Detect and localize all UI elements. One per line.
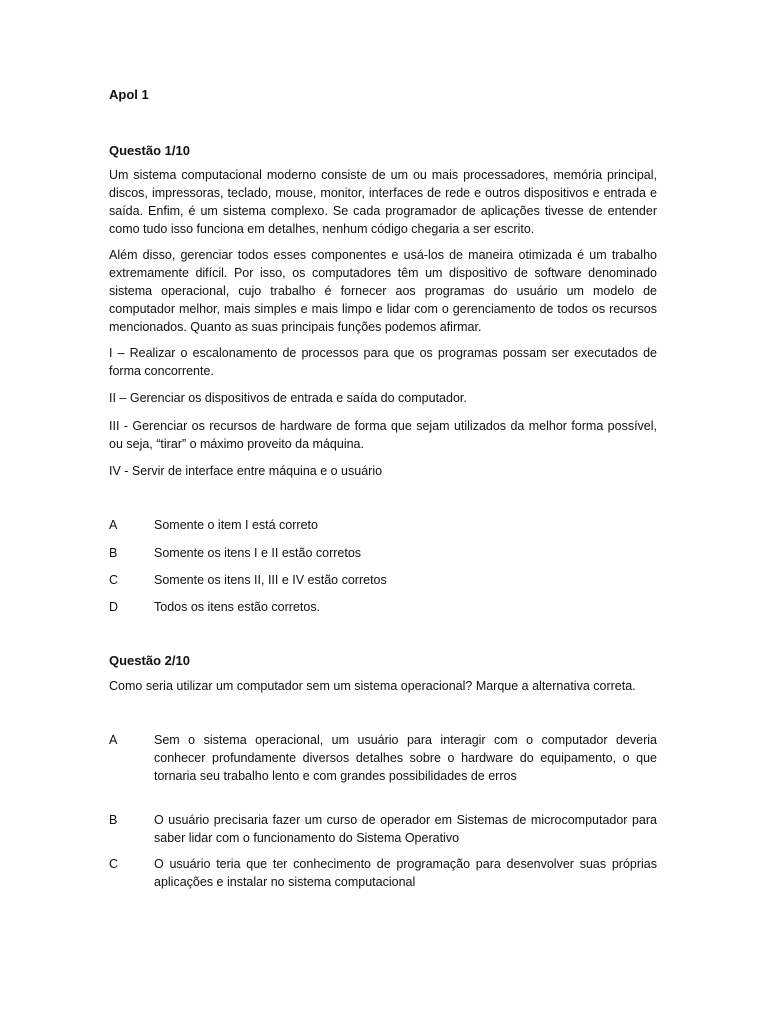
option-row[interactable] — [109, 571, 657, 589]
option-letter: C — [109, 573, 119, 587]
question-1-item-4: IV - Servir de interface entre máquina e o usuário — [109, 464, 383, 478]
option-row[interactable] — [109, 731, 657, 785]
document-title: Apol 1 — [109, 87, 149, 102]
option-row[interactable] — [109, 811, 657, 847]
option-row[interactable] — [109, 544, 657, 562]
document-content — [109, 84, 657, 891]
option-letter: A — [109, 518, 118, 532]
question-2-prompt: Como seria utilizar um computador sem um sistema operacional? Marque a alternativa correta. — [109, 679, 636, 693]
option-text: Todos os itens estão corretos. — [154, 600, 321, 614]
option-letter: D — [109, 600, 119, 614]
option-text: Somente os itens I e II estão corretos — [154, 546, 362, 560]
option-row[interactable] — [109, 598, 657, 616]
option-letter: B — [109, 546, 118, 560]
option-text: O usuário teria que ter conhecimento de programação para desenvolver suas próprias aplicações e instalar no sistema computacional — [154, 857, 657, 889]
question-2-title: Questão 2/10 — [109, 653, 190, 668]
option-text: Sem o sistema operacional, um usuário para interagir com o computador deveria conhecer profundamente diversos detalhes sobre o hardware do equipamento, o que tornaria seu trabalho lento e com grandes possibilidades de erros — [154, 733, 657, 783]
question-1-item-1: I – Realizar o escalonamento de processos para que os programas possam ser executados de forma concorrente. — [109, 346, 657, 378]
option-text: Somente o item I está correto — [154, 518, 318, 532]
option-row[interactable] — [109, 516, 657, 534]
question-1-options — [109, 516, 657, 616]
question-1-item-2: II – Gerenciar os dispositivos de entrada e saída do computador. — [109, 391, 467, 405]
question-1-title: Questão 1/10 — [109, 143, 190, 158]
question-1-paragraph-2: Além disso, gerenciar todos esses componentes e usá-los de maneira otimizada é um trabalho extremamente difícil. Por isso, os computadores têm um dispositivo de software denominado sistema operacional, cujo trabalho é fornecer aos programas do usuário um modelo de computador melhor, mais simples e mais limpo e lidar com o gerenciamento de todos os recursos mencionados. Quanto as suas principais funções podemos afirmar. — [109, 248, 657, 334]
option-letter: A — [109, 733, 118, 747]
question-1-paragraph-1: Um sistema computacional moderno consiste de um ou mais processadores, memória principal, discos, impressoras, teclado, mouse, monitor, interfaces de rede e outros dispositivos e entrada e saída. Enfim, é um sistema complexo. Se cada programador de aplicações tivesse de entender como tudo isso funciona em detalhes, nenhum código chegaria a ser escrito. — [109, 168, 657, 236]
option-row[interactable] — [109, 855, 657, 891]
option-letter: C — [109, 857, 119, 871]
option-text: O usuário precisaria fazer um curso de operador em Sistemas de microcomputador para saber lidar com o funcionamento do Sistema Operativo — [154, 813, 657, 845]
question-1-item-3: III - Gerenciar os recursos de hardware de forma que sejam utilizados da melhor forma possível, ou seja, “tirar” o máximo proveito da máquina. — [109, 419, 657, 451]
option-text: Somente os itens II, III e IV estão corretos — [154, 573, 387, 587]
question-2-options — [109, 731, 657, 891]
option-letter: B — [109, 813, 118, 827]
